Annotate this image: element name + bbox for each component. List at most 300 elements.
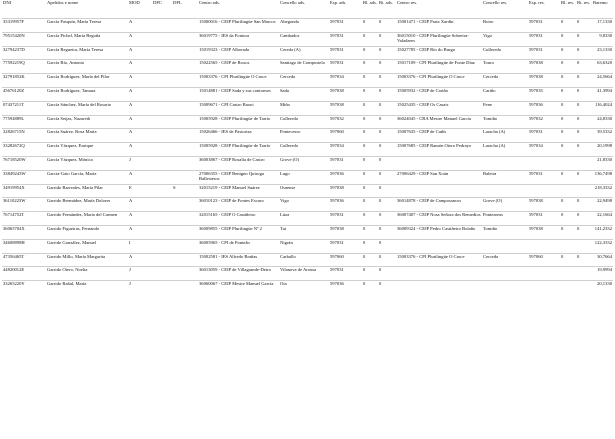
bi-ads-cell: 0 — [379, 60, 382, 66]
dpl-cell — [172, 198, 198, 212]
column-header: DNI — [3, 0, 12, 5]
council-res-cell: Cerceda — [483, 74, 499, 80]
name-cell: García Suárez, Rosa María — [47, 129, 97, 135]
dni-cell: 44820012E — [3, 267, 25, 273]
dpl-cell — [172, 143, 198, 157]
dni-cell: 34919954X — [3, 184, 25, 190]
table-row — [2, 198, 613, 212]
name-cell: García Pichel, María Begoña — [47, 32, 101, 38]
dpc-cell — [152, 60, 172, 74]
column-header: Bl. ads. — [363, 0, 377, 5]
column-header: Concello res. — [483, 0, 508, 5]
specialty-res-cell: 597031 — [529, 19, 543, 24]
specialty-res-cell: 597031 — [529, 129, 543, 135]
council-ads-cell: Sada — [280, 87, 289, 93]
bi-res-cell: 0 — [577, 101, 580, 107]
specialty-res-cell — [528, 184, 560, 198]
name-cell: García Vázquez, Mónica — [47, 156, 93, 162]
center-ads-cell: 36019775 - IES da Fontora — [199, 32, 250, 38]
council-res-cell: Tomiño — [483, 225, 498, 231]
bi-ads-cell: 0 — [379, 170, 382, 176]
bl-res-cell — [560, 281, 576, 294]
table-row — [2, 156, 613, 170]
assignments-table — [2, 0, 613, 294]
center-ads-cell: 15003376 - CPI Plurilingüe O Cruce — [199, 74, 267, 80]
table-row — [2, 46, 613, 60]
bl-res-cell: 0 — [561, 143, 564, 149]
mod-cell: A — [129, 198, 133, 204]
center-ads-cell: 15005928 - CEIP Plurilingüe de Tarrío — [199, 115, 271, 121]
bi-ads-cell: 0 — [379, 225, 382, 231]
bi-ads-cell: 0 — [379, 101, 382, 107]
council-res-cell — [482, 156, 528, 170]
specialty-ads-cell: 597036 — [330, 170, 344, 176]
dpc-cell — [152, 212, 172, 226]
council-ads-cell: Lugo — [280, 170, 290, 176]
dpl-cell — [172, 281, 198, 294]
dpc-cell — [152, 156, 172, 170]
dpc-cell — [152, 267, 172, 281]
table-body — [2, 19, 613, 294]
bi-res-cell: 0 — [577, 60, 580, 66]
center-res-cell: 15007685 - CEIP Ramón Otero Pedrayo — [397, 143, 472, 149]
center-res-cell: 27006429 - CEIP San Xoán — [397, 170, 449, 176]
bi-ads-cell: 0 — [379, 46, 382, 52]
council-res-cell: Laracha (A) — [483, 143, 506, 149]
table-row — [2, 115, 613, 129]
dpl-cell — [172, 115, 198, 129]
bi-res-cell: 0 — [577, 115, 580, 121]
council-ads-cell: Cambados — [280, 32, 300, 38]
center-ads-cell: 32015165 - CEIP O Castiñeiro — [199, 212, 256, 218]
center-ads-cell: 15022565 - CEIP de Roxos — [199, 60, 250, 66]
center-res-cell — [396, 239, 482, 253]
center-res-cell: 15003376 - CPI Plurilingüe O Cruce — [397, 253, 465, 259]
dni-cell: 35319957F — [3, 19, 24, 24]
dpl-cell — [172, 60, 198, 74]
bl-res-cell: 0 — [561, 253, 564, 259]
table-row — [2, 60, 613, 74]
bi-ads-cell: 0 — [379, 156, 382, 162]
specialty-res-cell: 597038 — [529, 198, 543, 204]
name-cell: García Regueira, María Teresa — [47, 46, 104, 52]
dpc-cell — [152, 32, 172, 46]
score-cell: 22,9498 — [597, 198, 612, 204]
bl-res-cell: 0 — [561, 60, 564, 66]
table-row — [2, 143, 613, 157]
name-cell: Garrido Barreales, María Pilar — [47, 184, 103, 190]
center-res-cell — [396, 184, 482, 198]
center-ads-cell: 15000016 - CEIP Plurilingüe San Marcos — [199, 19, 276, 24]
council-res-cell: Ponteareas — [483, 212, 503, 218]
dpc-cell — [152, 46, 172, 60]
bl-res-cell: 0 — [561, 129, 564, 135]
specialty-res-cell — [528, 239, 560, 253]
score-cell: 41,3994 — [597, 87, 612, 93]
council-res-cell: Cerceda — [483, 253, 499, 259]
center-res-cell: 15003376 - CPI Plurilingüe O Cruce — [397, 74, 465, 80]
column-header: DPC — [153, 0, 162, 5]
mod-cell: I — [129, 239, 131, 245]
center-ads-cell: 36009855 - CEIP Plurilingüe Nº 2 — [199, 225, 262, 231]
mod-cell: A — [129, 170, 133, 176]
dpl-cell — [172, 225, 198, 239]
specialty-res-cell: 597034 — [529, 143, 543, 149]
score-cell: 136,7498 — [594, 170, 612, 176]
table-row — [2, 32, 613, 46]
council-ads-cell: Culleredo — [280, 115, 299, 121]
council-ads-cell: Miño — [280, 101, 290, 107]
bl-ads-cell: 0 — [363, 87, 366, 93]
dpc-cell — [152, 101, 172, 115]
table-header-row — [2, 0, 613, 19]
center-res-cell: 36024045 - CRA Mestre Manuel García — [397, 115, 471, 121]
center-res-cell — [396, 281, 482, 294]
council-res-cell — [482, 239, 528, 253]
name-cell: García Vázquez, Enrique — [47, 143, 94, 149]
score-cell: 24,8330 — [597, 115, 612, 121]
mod-cell: A — [129, 212, 133, 218]
dpc-cell — [152, 225, 172, 239]
dni-cell: 76718520W — [3, 156, 26, 162]
specialty-ads-cell: 597038 — [330, 184, 344, 190]
name-cell: Garrido Otero, Noelia — [47, 267, 88, 273]
bi-res-cell: 0 — [577, 46, 580, 52]
council-res-cell: Tomiño — [483, 115, 498, 121]
dni-cell: 33265220Y — [3, 281, 25, 287]
dpc-cell — [152, 281, 172, 294]
center-ads-cell: 27006355 - CEIP Benigno Quiroga Ballesteros — [199, 170, 264, 181]
specialty-ads-cell: 597060 — [330, 253, 344, 259]
score-cell: 9,8330 — [599, 32, 612, 38]
dni-cell: 07437211T — [3, 101, 25, 107]
score-cell: 19,9994 — [597, 267, 612, 273]
score-cell: 23,1330 — [597, 46, 612, 52]
council-res-cell — [482, 184, 528, 198]
bl-ads-cell: 0 — [363, 32, 366, 38]
center-res-cell: 15017109 - CPI Plurilingüe de Fonte Díaz — [397, 60, 475, 66]
specialty-ads-cell: 597060 — [330, 129, 344, 135]
bi-ads-cell: 0 — [379, 74, 382, 80]
bi-res-cell: 0 — [577, 129, 580, 135]
mod-cell: A — [129, 115, 133, 121]
name-cell: García Pasquín, María Teresa — [47, 19, 102, 24]
mod-cell: A — [129, 60, 133, 66]
council-res-cell: Boiro — [483, 19, 494, 24]
dpc-cell — [152, 87, 172, 101]
council-ads-cell: Culleredo — [280, 143, 299, 149]
table-row — [2, 19, 613, 33]
specialty-ads-cell: 597038 — [330, 87, 344, 93]
column-header: Apelidos e nome — [47, 0, 79, 5]
bl-ads-cell: 0 — [363, 46, 366, 52]
bl-ads-cell: 0 — [363, 129, 366, 135]
specialty-res-cell: 597031 — [529, 212, 543, 218]
council-res-cell: Cariño — [483, 87, 496, 93]
bl-res-cell: 0 — [561, 101, 564, 107]
mod-cell: J — [129, 156, 131, 162]
bi-ads-cell: 0 — [379, 239, 382, 245]
center-res-cell — [396, 156, 482, 170]
council-res-cell — [482, 281, 528, 294]
dni-cell: 33282672Q — [3, 143, 25, 149]
council-res-cell: Fene — [483, 101, 492, 107]
bl-ads-cell: 0 — [363, 74, 366, 80]
bl-res-cell: 0 — [561, 212, 564, 218]
center-ads-cell: 15005928 - CEIP Plurilingüe de Tarrío — [199, 143, 271, 149]
center-res-cell: 15025435 - CEIP Os Casais — [397, 101, 449, 107]
mod-cell: A — [129, 253, 133, 259]
bl-ads-cell: 0 — [363, 101, 366, 107]
column-header: Baremo — [593, 0, 608, 5]
bl-res-cell — [560, 184, 576, 198]
dni-cell: 32826715N — [3, 129, 25, 135]
specialty-res-cell: 597032 — [529, 115, 543, 121]
bl-res-cell: 0 — [561, 170, 564, 176]
council-ads-cell: Vigo — [280, 198, 289, 204]
center-res-cell: 36009324 - CEIP Pedro Castiñeiro Bolaño — [397, 225, 476, 231]
center-ads-cell: 15019323 - CEIP Alborada — [199, 46, 249, 52]
table-row — [2, 281, 613, 294]
specialty-res-cell: 597031 — [529, 32, 543, 38]
bi-res-cell: 0 — [577, 198, 580, 204]
bl-res-cell: 0 — [561, 74, 564, 80]
bi-res-cell: 0 — [577, 253, 580, 259]
bi-ads-cell: 0 — [379, 143, 382, 149]
score-cell: 122,3332 — [594, 239, 612, 245]
column-header: MOD — [129, 0, 140, 5]
name-cell: García Rodríguez, Tamara — [47, 87, 96, 93]
bi-res-cell — [576, 239, 592, 253]
bl-ads-cell: 0 — [363, 239, 366, 245]
name-cell: García Rodríguez, María del Pilar — [47, 74, 110, 80]
name-cell: Garrido Rañal, María — [47, 281, 87, 287]
specialty-res-cell: 597038 — [529, 225, 543, 231]
center-res-cell: 36015010 - CEIP Plurilingüe Sobreira-Valadares — [397, 32, 469, 43]
table-row — [2, 225, 613, 239]
center-res-cell: 15005932 - CEIP de Cariño — [397, 87, 449, 93]
dpl-cell — [172, 253, 198, 267]
specialty-ads-cell: 597031 — [330, 267, 344, 273]
center-ads-cell: 15002581 - IES Alfredo Brañas — [199, 253, 258, 259]
bl-res-cell: 0 — [561, 87, 564, 93]
table-row — [2, 74, 613, 88]
name-cell: García Río, Antonio — [47, 60, 85, 66]
dpl-cell — [172, 87, 198, 101]
center-ads-cell: 36003867 - CEIP Rosalía de Castro — [199, 156, 265, 162]
council-ads-cell: Vilanova de Arousa — [280, 267, 317, 273]
specialty-ads-cell: 597034 — [330, 143, 344, 149]
council-ads-cell: Cerceda — [280, 74, 296, 80]
score-cell: 30,7664 — [597, 253, 612, 259]
table-row — [2, 253, 613, 267]
dni-cell: 77592219Q — [3, 60, 25, 66]
table-row — [2, 267, 613, 281]
bl-ads-cell: 0 — [363, 281, 366, 287]
column-header: Centro ads. — [199, 0, 220, 5]
specialty-ads-cell: 597031 — [330, 156, 344, 162]
bi-res-cell — [576, 281, 592, 294]
dni-cell: 76714752T — [3, 212, 25, 218]
council-ads-cell: Nigrán — [280, 239, 293, 245]
dpl-cell: S — [173, 184, 176, 190]
council-res-cell — [482, 267, 528, 281]
bl-ads-cell: 0 — [363, 198, 366, 204]
mod-cell: A — [129, 143, 133, 149]
dni-cell: 77594889L — [3, 115, 25, 121]
bl-ads-cell: 0 — [363, 60, 366, 66]
center-ads-cell: 15026466 - IES de Pastoriza — [199, 129, 252, 135]
specialty-res-cell — [528, 156, 560, 170]
council-res-cell: Grove (O) — [483, 198, 503, 204]
center-ads-cell: 32015219 - CEIP Manuel Suárez — [199, 184, 260, 190]
score-cell: 39,5332 — [597, 129, 612, 135]
dpl-cell — [172, 46, 198, 60]
bl-ads-cell: 0 — [363, 184, 366, 190]
bl-ads-cell: 0 — [363, 143, 366, 149]
specialty-res-cell: 597031 — [529, 170, 543, 176]
bl-res-cell — [560, 267, 576, 281]
table-row — [2, 239, 613, 253]
mod-cell: A — [129, 101, 133, 107]
bl-res-cell: 0 — [561, 46, 564, 52]
bl-ads-cell: 0 — [363, 267, 366, 273]
column-header: Esp. ads. — [330, 0, 347, 5]
name-cell: Garrido Fernández, María del Carmen — [47, 212, 118, 218]
dni-cell: 36110223W — [3, 198, 26, 204]
specialty-ads-cell: 597031 — [330, 19, 344, 24]
specialty-ads-cell: 597032 — [330, 115, 344, 121]
bi-res-cell: 0 — [577, 225, 580, 231]
dpl-cell — [172, 239, 198, 253]
name-cell: Garcia-Gato García, María — [47, 170, 97, 176]
center-res-cell: 15007635 - CEIP de Cuñís — [397, 129, 447, 135]
dpl-cell — [172, 212, 198, 226]
specialty-ads-cell: 597031 — [330, 239, 344, 245]
dpc-cell — [152, 170, 172, 184]
table-row — [2, 129, 613, 143]
bl-res-cell — [560, 239, 576, 253]
dni-cell: 45676120Z — [3, 87, 25, 93]
council-res-cell: Touro — [483, 60, 494, 66]
specialty-ads-cell: 597038 — [330, 101, 344, 107]
bl-ads-cell: 0 — [363, 253, 366, 259]
bi-res-cell: 0 — [577, 87, 580, 93]
bi-res-cell: 0 — [577, 170, 580, 176]
council-ads-cell: Cereda (A) — [280, 46, 301, 52]
specialty-res-cell: 597060 — [529, 253, 543, 259]
table-row — [2, 87, 613, 101]
name-cell: Garrido González, Manuel — [47, 239, 97, 245]
dpc-cell — [152, 19, 172, 33]
specialty-ads-cell: 597031 — [330, 60, 344, 66]
council-res-cell: Vigo — [483, 32, 492, 38]
bi-res-cell: 0 — [577, 74, 580, 80]
bl-res-cell: 0 — [561, 198, 564, 204]
table-row — [2, 170, 613, 184]
bl-ads-cell: 0 — [363, 115, 366, 121]
dpl-cell — [172, 129, 198, 143]
bi-ads-cell: 0 — [379, 115, 382, 121]
name-cell: Garrido Figueiras, Fernando — [47, 225, 100, 231]
dpc-cell — [152, 198, 172, 212]
dpl-cell — [172, 74, 198, 88]
column-header: Bi. ads. — [379, 0, 393, 5]
mod-cell: A — [129, 87, 133, 93]
column-header: Esp. res. — [529, 0, 545, 5]
bi-ads-cell: 0 — [379, 19, 382, 24]
bi-ads-cell: 0 — [379, 212, 382, 218]
bl-res-cell: 0 — [561, 225, 564, 231]
specialty-res-cell: 597035 — [529, 87, 543, 93]
mod-cell: A — [129, 74, 133, 80]
council-ads-cell: Oia — [280, 281, 287, 287]
center-res-cell: 15027785 - CEIP Río do Burgo — [397, 46, 456, 52]
specialty-ads-cell: 597031 — [330, 46, 344, 52]
score-cell: 63,6320 — [597, 60, 612, 66]
column-header: Bl. res. — [561, 0, 575, 5]
name-cell: Garrido Millo, María Margarita — [47, 253, 106, 259]
council-ads-cell: Lúza — [280, 212, 290, 218]
bl-res-cell: 0 — [561, 115, 564, 121]
score-cell: 24,5664 — [597, 74, 612, 80]
mod-cell: A — [129, 32, 133, 38]
bi-res-cell: 0 — [577, 32, 580, 38]
council-ads-cell: Santiago de Compostela — [280, 60, 325, 66]
council-res-cell: Laracha (A) — [483, 129, 506, 135]
score-cell: 20,1998 — [597, 143, 612, 149]
dpl-cell — [172, 267, 198, 281]
mod-cell: A — [129, 129, 133, 135]
dpc-cell — [152, 184, 172, 198]
bl-res-cell: 0 — [561, 32, 564, 38]
bl-ads-cell: 0 — [363, 225, 366, 231]
bi-ads-cell: 0 — [379, 87, 382, 93]
column-header: Concello ads. — [280, 0, 306, 5]
specialty-ads-cell: 597031 — [330, 212, 344, 218]
name-cell: Garrido Bermúdez, María Dolores — [47, 198, 111, 204]
center-res-cell: 36007407 - CEIP Nosa Señora dos Remedios — [397, 212, 481, 218]
bi-ads-cell: 0 — [379, 184, 382, 190]
dpl-cell — [172, 156, 198, 170]
council-ads-cell: Carballo — [280, 253, 296, 259]
bi-res-cell — [576, 267, 592, 281]
mod-cell: J — [129, 267, 131, 273]
bl-res-cell — [560, 156, 576, 170]
specialty-ads-cell: 597036 — [330, 198, 344, 204]
council-res-cell: Culleredo — [483, 46, 502, 52]
dpc-cell — [152, 115, 172, 129]
score-cell: 17,1330 — [597, 19, 612, 24]
specialty-res-cell — [528, 267, 560, 281]
bi-res-cell — [576, 156, 592, 170]
specialty-res-cell: 597036 — [529, 101, 543, 107]
column-header: Centro res. — [397, 0, 418, 5]
bi-ads-cell: 0 — [379, 198, 382, 204]
council-ads-cell: Tui — [280, 225, 287, 231]
dni-cell: 79515420N — [3, 32, 25, 38]
council-ads-cell: Grove (O) — [280, 156, 300, 162]
dni-cell: 36065704X — [3, 225, 25, 231]
council-ads-cell: Ourense — [280, 184, 296, 190]
dpc-cell — [152, 239, 172, 253]
dpc-cell — [152, 143, 172, 157]
specialty-ads-cell: 597036 — [330, 281, 344, 287]
center-ads-cell: 36013059 - CEIP de Villagrande-Deiro — [199, 267, 271, 273]
dpc-cell — [152, 129, 172, 143]
bi-ads-cell: 0 — [379, 267, 382, 273]
bl-ads-cell: 0 — [363, 212, 366, 218]
